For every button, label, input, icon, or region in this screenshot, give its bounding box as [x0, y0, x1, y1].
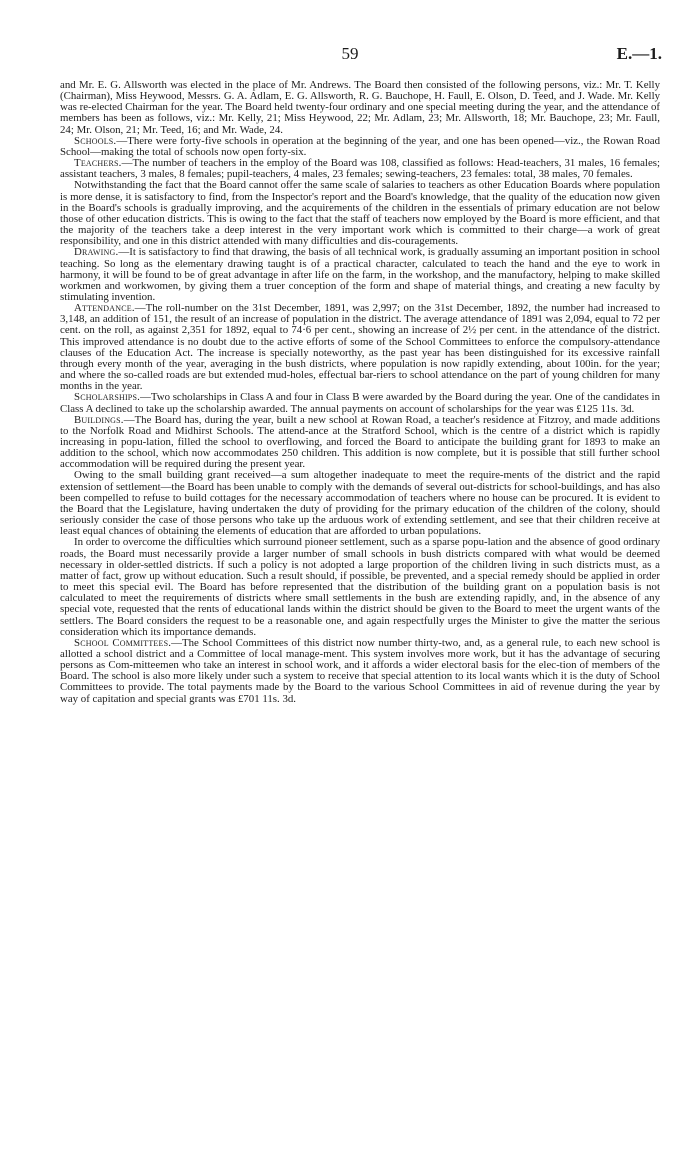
- section-heading-buildings: Buildings.: [74, 413, 124, 426]
- section-heading-teachers: Teachers.: [74, 157, 122, 170]
- paragraph-schools: [60, 136, 660, 158]
- paragraph-buildings: [60, 415, 660, 471]
- series-code: E.—1.: [616, 44, 662, 63]
- page-number: 59: [341, 44, 359, 63]
- paragraph-drawing: [60, 247, 660, 303]
- paragraph-text: —The number of teachers in the employ of the Board was 108, classified as follows: Head-teachers, 31 males, 16 females; assistant teachers, 3 males, 8 females; pupil-teachers, 4 males, 23 females; sewing-teachers, 23 females: total, 38 males, 70 females.: [60, 157, 660, 181]
- paragraph-text: —The Board has, during the year, built a new school at Rowan Road, a teacher's residence at Fitzroy, and made additions to the Norfolk Road and Midhirst Schools. The attend-ance at the Stratford School, which is the centre of a district which is rapidly increasing in popu-lation, filled the school to overflowing, and forced the Board to anticipate the building grant for 1893 to make an addition to the school, which now accommodates 250 children. This addition is now complete, but it is possible that still further school accommodation will be required during the present year.: [60, 413, 660, 471]
- paragraph-teacher-quality: [60, 180, 660, 247]
- paragraph-building-grant: [60, 470, 660, 537]
- paragraph-text: —The School Committees of this district now number thirty-two, and, as a general rule, to each new school is allotted a school district and a Committee of local manage-ment. This system involves more work, but it has the advantage of securing persons as Com-mitteemen who take an interest in school work, and it affords a wider electoral basis for the elec-tion of members of the Board. The school is also more likely under such a system to receive that special attention to its local wants which it is the duty of School Committees to provide. The total payments made by the Board to the various School Committees in aid of revenue during the year by way of capitation and special grants was £701 11s. 3d.: [60, 636, 660, 705]
- section-heading-attendance: Attendance.: [74, 302, 135, 315]
- paragraph-text: —There were forty-five schools in operation at the beginning of the year, and one has been opened—viz., the Rowan Road School—making the total of schools now open forty-six.: [60, 134, 660, 158]
- section-heading-school-committees: School Committees.: [74, 636, 172, 649]
- paragraph-text: Notwithstanding the fact that the Board cannot offer the same scale of salaries to teachers as other Education Boards where population is more dense, it is satisfactory to find, from the Inspector's report and the Board's knowledge, that the quality of the education now given in the Board's schools is gradually improving, and the acquirements of the children in the essentials of primary education are not below those of other education districts. This is owing to the fact that the staff of teachers now employed by the Board is more efficient, and that the majority of the teachers take a deep interest in the very important work which is committed to their charge—a work of great responsibility, and one in this district attended with many difficulties and dis-couragements.: [60, 179, 660, 248]
- paragraph-text: and Mr. E. G. Allsworth was elected in the place of Mr. Andrews. The Board then consisted of the following persons, viz.: Mr. T. Kelly (Chairman), Miss Heywood, Messrs. G. A. Adlam, E. G. Allsworth, R. G. Bauchope, H. Faull, E. Olson, D. Teed, and J. Wade. Mr. Kelly was re-elected Chairman for the year. The Board held twenty-four ordinary and one special meeting during the year, and the attendance of members has been as follows, viz.: Mr. Kelly, 21; Miss Heywood, 22; Mr. Adlam, 23; Mr. Allsworth, 18; Mr. Bauchope, 23; Mr. Faull, 24; Mr. Olson, 21; Mr. Teed, 16; and Mr. Wade, 24.: [60, 79, 660, 136]
- page-header: [0, 44, 700, 66]
- paragraph-school-committees: [60, 638, 660, 705]
- paragraph-pioneer-settlement: [60, 537, 660, 637]
- section-heading-schools: Schools.: [74, 134, 117, 147]
- paragraph-attendance: [60, 303, 660, 392]
- paragraph-text: —It is satisfactory to find that drawing, the basis of all technical work, is gradually assuming an important position in school teaching. So long as the elementary drawing taught is of a practical character, calculated to teach the hand and the eye to work in harmony, it will be found to be of great advantage in after life on the farm, in the workshop, and the manufactory, helping to make skilled workmen and workwomen, by giving them a truer conception of the form and shape of material things, and creating a new faculty by stimulating invention.: [60, 246, 660, 303]
- paragraph-teachers: [60, 158, 660, 180]
- paragraph-text: In order to overcome the difficulties which surround pioneer settlement, such as a sparse popu-lation and the absence of good ordinary roads, the Board must necessarily provide a larger number of small schools in bush districts compared with what would be deemed necessary in older-settled districts. If such a policy is not adopted a large proportion of the children living in such districts must, as a matter of fact, grow up without education. Such a result should, if possible, be prevented, and a special remedy should be applied in order to meet this special evil. The Board has before represented that the distribution of the building grant on a population basis is not calculated to meet the requirements of districts where small settlements in the bush are extending rapidly, and, in the absence of any special vote, requested that the rents of educational lands within the district should be given to the Board to meet the urgent wants of the settlers. The Board considers the request to be a reasonable one, and again respectfully urges the Minister to give the matter the serious consideration which its importance demands.: [60, 536, 660, 638]
- paragraph-board-members: [60, 80, 660, 136]
- section-heading-scholarships: Scholarships.: [74, 391, 141, 404]
- paragraph-text: Owing to the small building grant received—a sum altogether inadequate to meet the require-ments of the district and the rapid extension of settlement—the Board has been unable to comply with the demands of several out-districts for school-buildings, and has also been compelled to refuse to build cottages for the necessary accommodation of teachers where no house can be procured. It is evident to the Board that the Legislature, having undertaken the duty of providing for the primary education of the children of the colony, should seriously consider the case of those persons who take up the arduous work of extending settlement, and see that their children receive at least equal chances of obtaining the elements of education that are afforded to urban populations.: [60, 469, 660, 538]
- paragraph-text: —Two scholarships in Class A and four in Class B were awarded by the Board during the year. One of the candidates in Class A declined to take up the scholarship awarded. The annual payments on account of scholarships for the year was £125 11s. 3d.: [60, 391, 660, 415]
- paragraph-scholarships: [60, 392, 660, 414]
- body-text: [60, 80, 660, 705]
- paragraph-text: —The roll-number on the 31st December, 1891, was 2,997; on the 31st December, 1892, the number had increased to 3,148, an addition of 151, the result of an increase of population in the district. The average attendance of 1891 was 2,094, equal to 72 per cent. on the roll, as against 2,351 for 1892, equal to 74·6 per cent., showing an increase of 2½ per cent. in the attendance of the district. This improved attendance is no doubt due to the active efforts of some of the School Committees to enforce the compulsory-attendance clauses of the Education Act. The increase is specially noteworthy, as the past year has been distinguished for its excessive rainfall through every month of the year, averaging in the bush districts, where population is now rapidly extending, about 100in. for the year; and where the so-called roads are but extended mud-holes, effectual bar-riers to school attendance on the part of young children for many months in the year.: [60, 302, 660, 393]
- section-heading-drawing: Drawing.: [74, 246, 119, 259]
